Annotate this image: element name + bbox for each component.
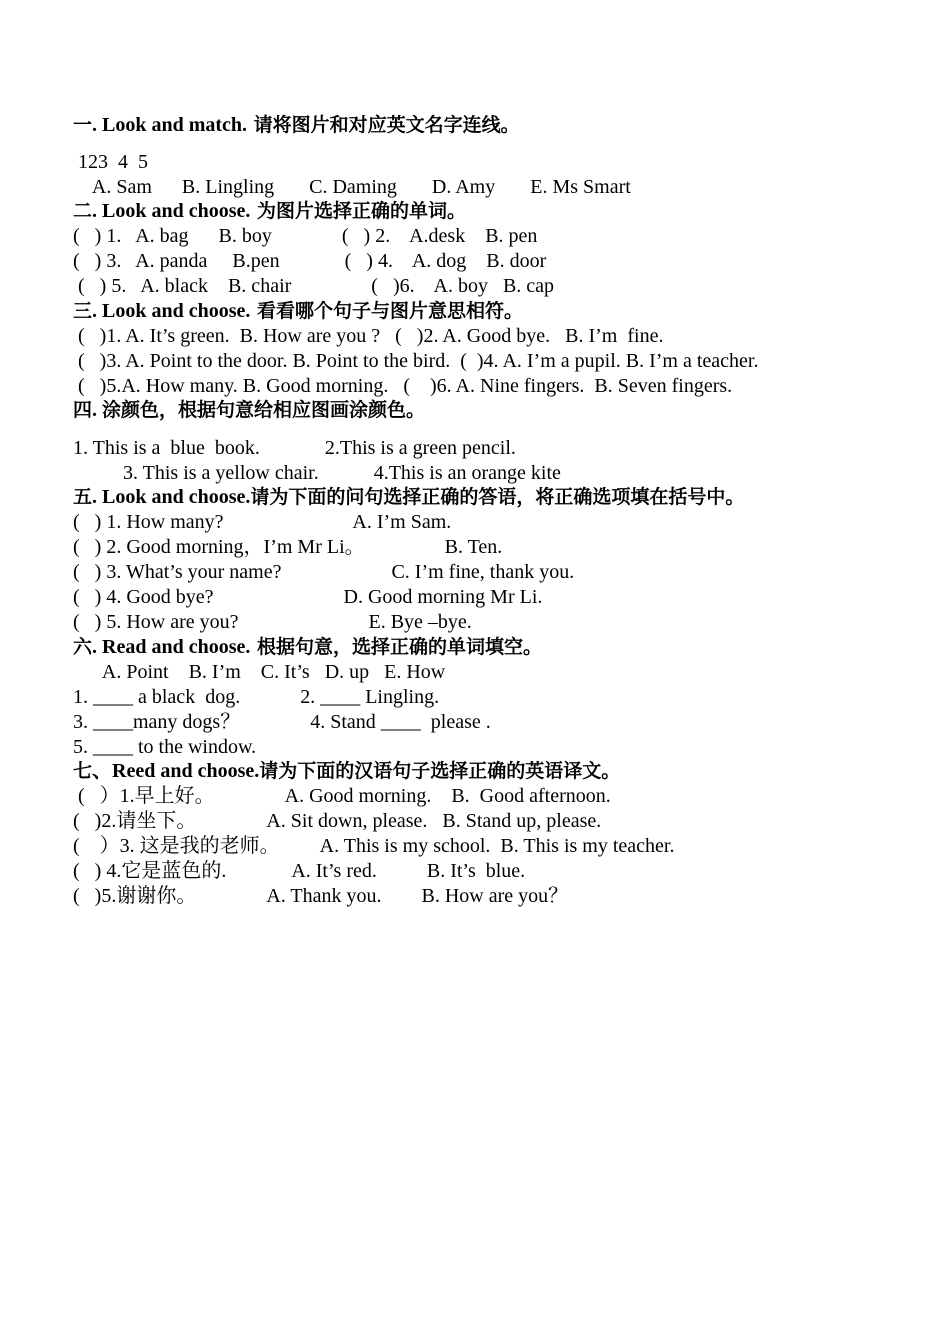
section-4-title-zh: 涂颜色，根据句意给相应图画涂颜色。 bbox=[102, 399, 426, 421]
section-6-heading bbox=[73, 635, 542, 660]
section-7-line-5: ( )5.谢谢你。 A. Thank you. B. How are you？ bbox=[73, 885, 569, 907]
section-1-numbers: 123 4 5 bbox=[73, 151, 148, 173]
section-7-line-3: ( ）3. 这是我的老师。 A. This is my school. B. This is my teacher. bbox=[73, 835, 675, 857]
section-6-line-2: 3. ____many dogs？ 4. Stand ____ please . bbox=[73, 711, 491, 733]
section-5-line-5: ( ) 5. How are you? E. Bye –bye. bbox=[73, 611, 472, 633]
section-3-title-en: . Look and choose. bbox=[92, 300, 251, 322]
section-7-title-en: 、Reed and choose. bbox=[92, 760, 260, 782]
section-1-title-en: . Look and match. bbox=[92, 114, 248, 136]
section-3-line-1: ( )1. A. It’s green. B. How are you ? ( )2. A. Good bye. B. I’m fine. bbox=[73, 325, 664, 347]
section-3-line-3: ( )5.A. How many. B. Good morning. ( )6. A. Nine fingers. B. Seven fingers. bbox=[73, 375, 733, 397]
section-7-line-4: ( ) 4.它是蓝色的. A. It’s red. B. It’s blue. bbox=[73, 860, 526, 882]
section-6-line-3: 5. ____ to the window. bbox=[73, 736, 257, 758]
section-3-heading bbox=[73, 299, 523, 324]
section-5-line-2: ( ) 2. Good morning，I’m Mr Li。 B. Ten. bbox=[73, 536, 503, 558]
section-6-word-bank: A. Point B. I’m C. It’s D. up E. How bbox=[73, 661, 446, 683]
section-5-line-4: ( ) 4. Good bye? D. Good morning Mr Li. bbox=[73, 586, 543, 608]
section-5-title-en: . Look and choose. bbox=[92, 486, 251, 508]
section-4-title-en: . bbox=[92, 399, 103, 421]
section-7-line-2: ( )2.请坐下。 A. Sit down, please. B. Stand up, please. bbox=[73, 810, 602, 832]
section-6-title-zh: 根据句意，选择正确的单词填空。 bbox=[250, 636, 542, 658]
section-1-heading bbox=[73, 113, 520, 138]
section-2-title-zh: 为图片选择正确的单词。 bbox=[250, 200, 467, 222]
section-2-heading bbox=[73, 199, 466, 224]
section-7-title-zh: 请为下面的汉语句子选择正确的英语译文。 bbox=[259, 760, 621, 782]
section-2-line-1: ( ) 1. A. bag B. boy ( ) 2. A.desk B. pen bbox=[73, 225, 538, 247]
section-7-line-1: ( ）1.早上好。 A. Good morning. B. Good afternoon. bbox=[73, 785, 611, 807]
section-2-line-2: ( ) 3. A. panda B.pen ( ) 4. A. dog B. door bbox=[73, 250, 547, 272]
section-1-title-zh: 请将图片和对应英文名字连线。 bbox=[247, 114, 520, 136]
section-4-heading bbox=[73, 398, 425, 423]
section-4-line-1: 1. This is a blue book. 2.This is a green pencil. bbox=[73, 437, 516, 459]
section-6-number: 六 bbox=[73, 636, 93, 658]
section-7-number: 七 bbox=[73, 760, 93, 782]
section-6-line-1: 1. ____ a black dog. 2. ____ Lingling. bbox=[73, 686, 440, 708]
section-5-line-3: ( ) 3. What’s your name? C. I’m fine, thank you. bbox=[73, 561, 575, 583]
section-1-number: 一 bbox=[73, 114, 93, 136]
section-3-number: 三 bbox=[73, 300, 93, 322]
section-5-line-1: ( ) 1. How many? A. I’m Sam. bbox=[73, 511, 452, 533]
section-2-title-en: . Look and choose. bbox=[92, 200, 251, 222]
section-5-heading bbox=[73, 485, 744, 510]
section-4-line-2: 3. This is a yellow chair. 4.This is an orange kite bbox=[73, 462, 561, 484]
section-5-title-zh: 请为下面的问句选择正确的答语，将正确选项填在括号中。 bbox=[250, 486, 745, 508]
section-6-title-en: . Read and choose. bbox=[92, 636, 251, 658]
section-3-line-2: ( )3. A. Point to the door. B. Point to the bird. ( )4. A. I’m a pupil. B. I’m a teacher. bbox=[73, 350, 759, 372]
section-2-number: 二 bbox=[73, 200, 93, 222]
section-3-title-zh: 看看哪个句子与图片意思相符。 bbox=[250, 300, 524, 322]
section-4-number: 四 bbox=[73, 399, 93, 421]
section-1-options: A. Sam B. Lingling C. Daming D. Amy E. Ms Smart bbox=[73, 176, 631, 198]
section-2-line-3: ( ) 5. A. black B. chair ( )6. A. boy B. cap bbox=[73, 275, 555, 297]
section-7-heading bbox=[73, 759, 620, 784]
section-5-number: 五 bbox=[73, 486, 93, 508]
